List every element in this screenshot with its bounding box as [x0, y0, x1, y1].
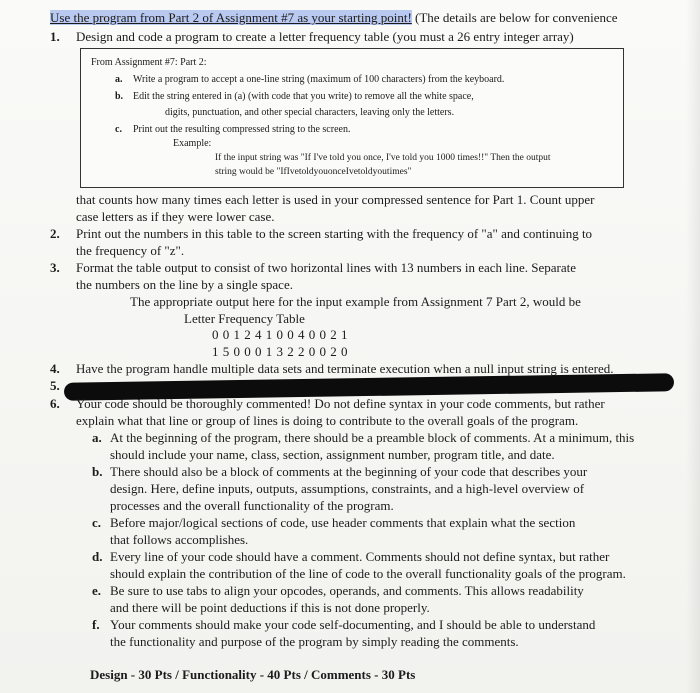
item-1-cont1: that counts how many times each letter is used in your compressed sentence for Part 1. Count upper [76, 192, 595, 207]
page-edge-shadow [686, 0, 700, 693]
subitem-f-line2: the functionality and purpose of the program by simply reading the comments. [110, 634, 519, 649]
item-3-line2: the numbers on the line by a single space. [76, 277, 293, 292]
box-a-text: Write a program to accept a one-line string (maximum of 100 characters) from the keyboard. [133, 74, 505, 85]
item-6-line1: Your code should be thoroughly commented! Do not define syntax in your code comments, but rather [76, 396, 605, 411]
intro-highlight: Use the program from Part 2 of Assignment #7 as your starting point! [50, 10, 412, 25]
subitem-c-line2: that follows accomplishes. [110, 532, 249, 547]
subitem-a-line2: should include your name, class, section, assignment number, program title, and date. [110, 447, 555, 462]
item-3-number: 3. [50, 260, 60, 275]
subitem-e-letter: e. [92, 583, 102, 598]
subitem-a-line1: At the beginning of the program, there should be a preamble block of comments. At a minimum, this [110, 430, 635, 445]
box-a-letter: a. [115, 74, 123, 85]
intro-rest: (The details are below for convenience [411, 10, 618, 25]
box-b-text2: digits, punctuation, and other special characters, leaving only the letters. [165, 107, 455, 118]
item-3-line3: The appropriate output here for the input example from Assignment 7 Part 2, would be [130, 294, 581, 309]
intro-line [50, 10, 618, 26]
item-1-line1: Design and code a program to create a letter frequency table (you must a 26 entry integer array) [76, 29, 574, 44]
subitem-c-letter: c. [92, 515, 102, 530]
box-example-line1: If the input string was "If I've told you once, I've told you 1000 times!!" Then the output [215, 153, 551, 163]
subitem-f-letter: f. [92, 617, 100, 632]
frequency-row-1: 0 0 1 2 4 1 0 0 4 0 0 2 1 [212, 327, 348, 342]
subitem-d-line1: Every line of your code should have a comment. Comments should not define syntax, but rather [110, 549, 610, 564]
frequency-row-2: 1 5 0 0 0 1 3 2 2 0 0 2 0 [212, 344, 348, 359]
item-4-number: 4. [50, 361, 60, 376]
subitem-d-letter: d. [92, 549, 103, 564]
grading-breakdown: Design - 30 Pts / Functionality - 40 Pts / Comments - 30 Pts [90, 667, 416, 682]
subitem-b-line2: design. Here, define inputs, outputs, assumptions, constraints, and a high-level overview of [110, 481, 585, 496]
box-b-text1: Edit the string entered in (a) (with code that you write) to remove all the white space, [133, 91, 474, 102]
item-6-number: 6. [50, 396, 60, 411]
frequency-table-title: Letter Frequency Table [184, 311, 305, 326]
item-1-number: 1. [50, 29, 60, 44]
box-b-letter: b. [115, 91, 124, 102]
item-2-line2: the frequency of "z". [76, 243, 185, 258]
subitem-e-line2: and there will be point deductions if this is not done properly. [110, 600, 430, 615]
item-1-cont2: case letters as if they were lower case. [76, 209, 275, 224]
box-example-label: Example: [173, 138, 212, 149]
item-2-number: 2. [50, 226, 60, 241]
box-example-line2: string would be "IfIvetoldyouonceIvetoldyoutimes" [215, 167, 412, 177]
item-4-line1: Have the program handle multiple data sets and terminate execution when a null input string is entered. [76, 361, 614, 376]
item-5-number: 5. [50, 378, 60, 393]
box-c-letter: c. [115, 124, 122, 135]
subitem-f-line1: Your comments should make your code self-documenting, and I should be able to understand [110, 617, 596, 632]
subitem-b-line3: processes and the overall functionality of the program. [110, 498, 394, 513]
subitem-e-line1: Be sure to use tabs to align your opcodes, operands, and comments. This allows readability [110, 583, 584, 598]
assignment-7-excerpt-box [80, 48, 624, 188]
box-c-text: Print out the resulting compressed string to the screen. [133, 124, 351, 135]
box-heading: From Assignment #7: Part 2: [91, 57, 207, 68]
subitem-b-letter: b. [92, 464, 103, 479]
item-2-line1: Print out the numbers in this table to the screen starting with the frequency of "a" and continuing to [76, 226, 593, 241]
subitem-a-letter: a. [92, 430, 102, 445]
item-3-line1: Format the table output to consist of two horizontal lines with 13 numbers in each line. Separate [76, 260, 577, 275]
subitem-c-line1: Before major/logical sections of code, use header comments that explain what the section [110, 515, 576, 530]
subitem-b-line1: There should also be a block of comments at the beginning of your code that describes your [110, 464, 588, 479]
item-6-line2: explain what that line or group of lines is doing to contribute to the overall goals of the program. [76, 413, 579, 428]
subitem-d-line2: should explain the contribution of the line of code to the overall functionality goals of the program. [110, 566, 626, 581]
